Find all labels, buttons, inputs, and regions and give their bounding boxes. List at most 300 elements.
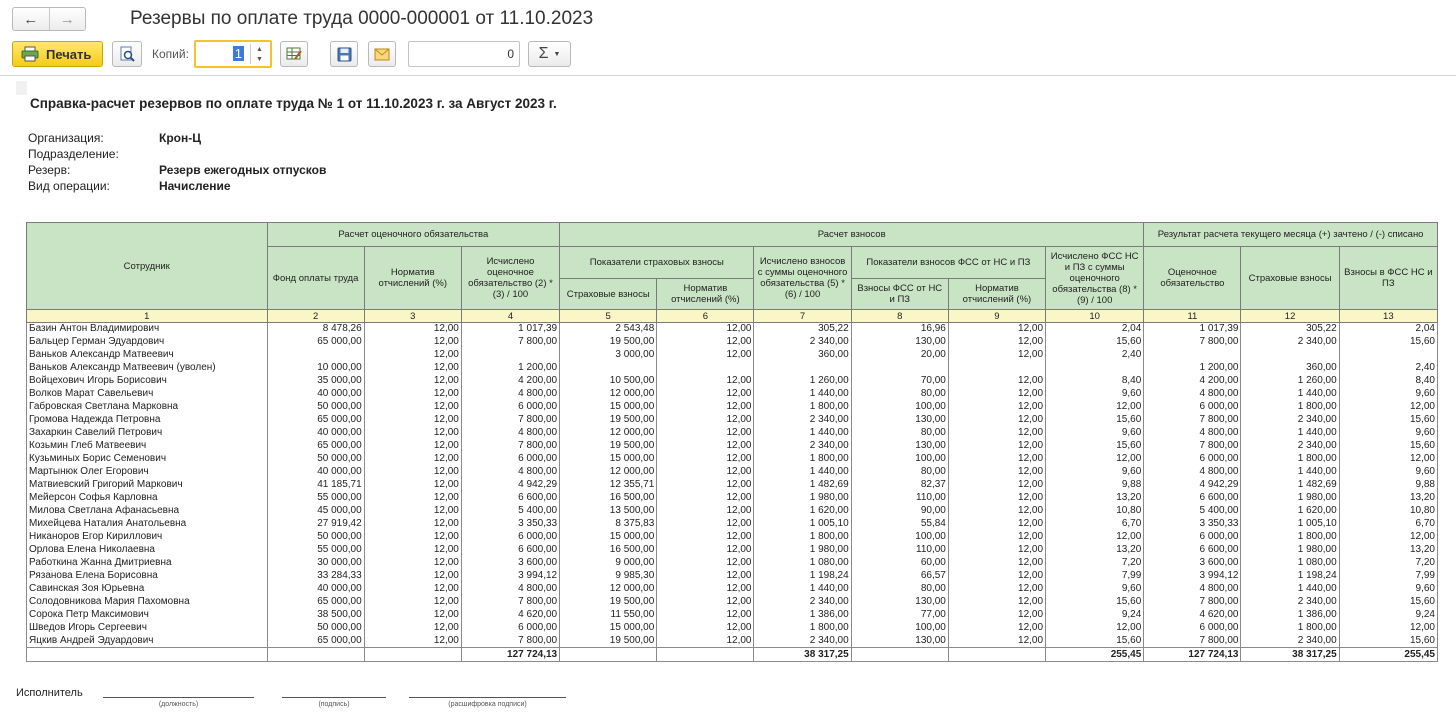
value-cell: 65 000,00	[267, 596, 364, 609]
value-cell: 1 980,00	[1241, 544, 1339, 557]
value-cell: 10 000,00	[267, 362, 364, 375]
value-cell: 110,00	[851, 492, 948, 505]
total-cell	[851, 648, 948, 662]
value-cell: 12,00	[948, 531, 1045, 544]
value-cell: 15,60	[1046, 336, 1144, 349]
value-cell: 50 000,00	[267, 401, 364, 414]
signature-caption-position: (должность)	[158, 701, 199, 708]
report-title: Справка-расчет резервов по оплате труда № 1 от 11.10.2023 г. за Август 2023 г.	[30, 96, 557, 111]
value-cell: 4 800,00	[1144, 427, 1241, 440]
column-number: 12	[1241, 310, 1339, 323]
header-group-contributions: Расчет взносов	[560, 223, 1144, 247]
value-cell: 7,20	[1339, 557, 1437, 570]
value-cell: 12,00	[364, 388, 461, 401]
value-cell: 9,88	[1046, 479, 1144, 492]
value-cell: 12,00	[948, 453, 1045, 466]
table-row	[27, 557, 1438, 570]
value-cell: 12 000,00	[560, 427, 657, 440]
value-cell: 12,00	[948, 609, 1045, 622]
header-norm: Норматив отчислений (%)	[364, 247, 461, 310]
chevron-up-icon[interactable]: ▲	[256, 45, 263, 53]
value-cell: 77,00	[851, 609, 948, 622]
table-row	[27, 570, 1438, 583]
value-cell: 4 800,00	[461, 583, 559, 596]
value-cell: 80,00	[851, 388, 948, 401]
column-number: 11	[1144, 310, 1241, 323]
table-row	[27, 414, 1438, 427]
header-result-obligation: Оценочное обязательство	[1144, 247, 1241, 310]
value-cell: 30 000,00	[267, 557, 364, 570]
employee-name-cell: Милова Светлана Афанасьевна	[27, 505, 268, 518]
value-cell: 3 600,00	[461, 557, 559, 570]
value-cell: 3 350,33	[461, 518, 559, 531]
value-cell: 55,84	[851, 518, 948, 531]
value-cell: 1 198,24	[1241, 570, 1339, 583]
value-cell: 12,00	[657, 492, 754, 505]
value-cell: 12,00	[657, 388, 754, 401]
value-cell: 1 800,00	[754, 622, 851, 635]
value-cell: 12,00	[364, 323, 461, 336]
value-cell: 100,00	[851, 531, 948, 544]
value-cell: 12,00	[948, 518, 1045, 531]
employee-name-cell: Базин Антон Владимирович	[27, 323, 268, 336]
cell-marker	[16, 81, 27, 95]
employee-name-cell: Козьмин Глеб Матвеевич	[27, 440, 268, 453]
value-cell: 10,80	[1046, 505, 1144, 518]
table-edit-icon	[286, 46, 302, 62]
value-cell: 12,00	[657, 505, 754, 518]
value-cell: 1 482,69	[1241, 479, 1339, 492]
header-obligation: Исчислено оценочное обязательство (2) * (3) / 100	[461, 247, 559, 310]
value-cell: 65 000,00	[267, 336, 364, 349]
value-cell: 15,60	[1046, 440, 1144, 453]
value-cell: 4 800,00	[461, 466, 559, 479]
value-cell: 7 800,00	[1144, 596, 1241, 609]
value-cell: 6,70	[1339, 518, 1437, 531]
header-subgroup-fss: Показатели взносов ФСС от НС и ПЗ	[851, 247, 1045, 279]
value-cell: 12,00	[1339, 401, 1437, 414]
value-cell: 3 600,00	[1144, 557, 1241, 570]
value-cell: 1 005,10	[1241, 518, 1339, 531]
forward-button[interactable]	[49, 8, 86, 30]
value-cell: 9,60	[1046, 388, 1144, 401]
table-row	[27, 349, 1438, 362]
value-cell: 8,40	[1046, 375, 1144, 388]
value-cell: 12,00	[657, 349, 754, 362]
value-cell: 70,00	[851, 375, 948, 388]
value-cell: 7 800,00	[461, 635, 559, 648]
value-cell	[948, 362, 1045, 375]
value-cell: 7,20	[1046, 557, 1144, 570]
table-row	[27, 427, 1438, 440]
employee-name-cell: Бальцер Герман Эдуардович	[27, 336, 268, 349]
info-value-reserve: Резерв ежегодных отпусков	[159, 163, 327, 177]
header-contrib-calc: Исчислено взносов с суммы оценочного обязательства (5) * (6) / 100	[754, 247, 851, 310]
value-cell: 2,40	[1046, 349, 1144, 362]
value-cell: 1 386,00	[1241, 609, 1339, 622]
value-cell: 50 000,00	[267, 622, 364, 635]
preview-button[interactable]	[112, 41, 142, 67]
value-cell: 12,00	[364, 375, 461, 388]
edit-table-button[interactable]	[280, 41, 308, 67]
value-cell: 15 000,00	[560, 622, 657, 635]
employee-name-cell: Габровская Светлана Марковна	[27, 401, 268, 414]
info-label-org: Организация:	[28, 131, 104, 145]
value-cell: 12,00	[364, 427, 461, 440]
value-cell: 16 500,00	[560, 492, 657, 505]
arrow-right-icon: →	[59, 10, 75, 28]
copies-stepper[interactable]	[250, 44, 268, 64]
table-row	[27, 505, 1438, 518]
printer-icon	[21, 46, 39, 62]
value-cell: 12,00	[364, 635, 461, 648]
value-cell: 2 340,00	[754, 414, 851, 427]
value-cell: 15,60	[1339, 596, 1437, 609]
value-cell: 15,60	[1339, 635, 1437, 648]
value-cell: 2 340,00	[754, 440, 851, 453]
value-cell: 12,00	[948, 505, 1045, 518]
value-cell: 90,00	[851, 505, 948, 518]
window-titlebar	[0, 0, 1456, 38]
value-cell: 65 000,00	[267, 440, 364, 453]
value-cell: 12,00	[657, 570, 754, 583]
employee-name-cell: Кузьминых Борис Семенович	[27, 453, 268, 466]
value-cell: 6 000,00	[461, 401, 559, 414]
value-cell: 12,00	[657, 479, 754, 492]
value-cell: 12,00	[657, 401, 754, 414]
employee-name-cell: Савинская Зоя Юрьевна	[27, 583, 268, 596]
copies-value: 1	[234, 46, 242, 61]
back-button[interactable]	[13, 8, 49, 30]
value-cell: 12,00	[948, 336, 1045, 349]
table-row	[27, 635, 1438, 648]
employee-name-cell: Сорока Петр Максимович	[27, 609, 268, 622]
value-cell: 15,60	[1046, 596, 1144, 609]
value-cell: 3 994,12	[461, 570, 559, 583]
value-cell: 12,00	[364, 440, 461, 453]
value-cell: 20,00	[851, 349, 948, 362]
value-cell	[1144, 349, 1241, 362]
value-cell: 15,60	[1339, 440, 1437, 453]
value-cell: 12,00	[948, 427, 1045, 440]
value-cell: 11 550,00	[560, 609, 657, 622]
value-cell: 9,60	[1339, 388, 1437, 401]
value-cell: 1 440,00	[1241, 388, 1339, 401]
column-number: 5	[560, 310, 657, 323]
value-cell: 80,00	[851, 583, 948, 596]
value-cell: 2,40	[1339, 362, 1437, 375]
value-cell: 12,00	[364, 570, 461, 583]
value-cell: 12,00	[948, 349, 1045, 362]
employee-name-cell: Громова Надежда Петровна	[27, 414, 268, 427]
employee-name-cell: Яцкив Андрей Эдуардович	[27, 635, 268, 648]
value-cell: 1 980,00	[754, 544, 851, 557]
total-cell: 127 724,13	[1144, 648, 1241, 662]
value-cell: 12,00	[948, 622, 1045, 635]
value-cell: 1 080,00	[1241, 557, 1339, 570]
value-cell: 7,99	[1339, 570, 1437, 583]
employee-name-cell: Никаноров Егор Кириллович	[27, 531, 268, 544]
column-number: 9	[948, 310, 1045, 323]
value-cell: 12,00	[657, 622, 754, 635]
table-row	[27, 336, 1438, 349]
sum-menu-button[interactable]	[528, 41, 571, 67]
value-cell: 12,00	[657, 453, 754, 466]
value-cell: 1 017,39	[461, 323, 559, 336]
value-cell: 12,00	[1339, 453, 1437, 466]
column-number: 1	[27, 310, 268, 323]
copies-label: Копий:	[152, 47, 189, 61]
value-cell: 12,00	[657, 336, 754, 349]
table-row	[27, 544, 1438, 557]
value-cell: 1 440,00	[1241, 427, 1339, 440]
value-cell: 12,00	[657, 635, 754, 648]
header-employee: Сотрудник	[27, 223, 268, 310]
value-cell: 9,60	[1046, 466, 1144, 479]
value-cell: 16 500,00	[560, 544, 657, 557]
value-cell: 12,00	[657, 544, 754, 557]
value-cell: 2 340,00	[1241, 635, 1339, 648]
value-cell: 360,00	[754, 349, 851, 362]
value-cell: 12,00	[364, 557, 461, 570]
value-cell: 3 350,33	[1144, 518, 1241, 531]
value-cell: 50 000,00	[267, 531, 364, 544]
value-cell: 12,00	[364, 544, 461, 557]
value-cell	[267, 349, 364, 362]
column-number-row	[27, 310, 1438, 323]
value-cell: 9,88	[1339, 479, 1437, 492]
value-cell: 1 005,10	[754, 518, 851, 531]
value-cell: 2 340,00	[1241, 336, 1339, 349]
value-cell: 7 800,00	[1144, 635, 1241, 648]
total-cell: 38 317,25	[754, 648, 851, 662]
value-cell: 15,60	[1046, 414, 1144, 427]
table-row	[27, 531, 1438, 544]
value-cell: 12,00	[364, 622, 461, 635]
table-row	[27, 453, 1438, 466]
value-cell: 9,60	[1339, 427, 1437, 440]
value-cell: 8,40	[1339, 375, 1437, 388]
value-cell: 4 200,00	[461, 375, 559, 388]
value-cell: 1 260,00	[1241, 375, 1339, 388]
value-cell: 15 000,00	[560, 453, 657, 466]
value-cell: 7 800,00	[461, 440, 559, 453]
value-cell: 1 620,00	[754, 505, 851, 518]
value-cell	[851, 362, 948, 375]
value-cell: 2 340,00	[754, 635, 851, 648]
value-cell: 13,20	[1046, 544, 1144, 557]
value-cell: 12,00	[657, 531, 754, 544]
value-cell: 16,96	[851, 323, 948, 336]
value-cell: 13,20	[1046, 492, 1144, 505]
table-row	[27, 492, 1438, 505]
value-cell: 19 500,00	[560, 336, 657, 349]
value-cell: 13 500,00	[560, 505, 657, 518]
value-cell: 6 000,00	[1144, 453, 1241, 466]
total-cell	[267, 648, 364, 662]
window-title: Резервы по оплате труда 0000-000001 от 11.10.2023	[130, 8, 594, 29]
value-cell: 12,00	[364, 362, 461, 375]
value-cell: 8 478,26	[267, 323, 364, 336]
value-cell: 4 800,00	[461, 388, 559, 401]
value-cell: 130,00	[851, 635, 948, 648]
value-cell: 6 600,00	[1144, 492, 1241, 505]
value-cell: 9,60	[1046, 427, 1144, 440]
chevron-down-icon[interactable]: ▼	[256, 55, 263, 63]
value-cell: 100,00	[851, 401, 948, 414]
column-number: 13	[1339, 310, 1437, 323]
signature-line-sign	[282, 697, 386, 698]
header-fund: Фонд оплаты труда	[267, 247, 364, 310]
value-cell: 6 000,00	[1144, 401, 1241, 414]
value-cell: 1 800,00	[1241, 401, 1339, 414]
value-cell: 7 800,00	[461, 596, 559, 609]
copies-input[interactable]	[194, 40, 272, 68]
value-cell: 55 000,00	[267, 544, 364, 557]
signature-line-position	[103, 697, 254, 698]
header-result-fss: Взносы в ФСС НС и ПЗ	[1339, 247, 1437, 310]
value-cell: 12,00	[948, 583, 1045, 596]
value-cell: 9,24	[1046, 609, 1144, 622]
value-cell: 19 500,00	[560, 414, 657, 427]
employee-name-cell: Михейцева Наталия Анатольевна	[27, 518, 268, 531]
value-cell: 2,04	[1046, 323, 1144, 336]
value-cell: 1 980,00	[1241, 492, 1339, 505]
table-row	[27, 388, 1438, 401]
print-button[interactable]	[12, 41, 103, 67]
value-cell: 12,00	[364, 349, 461, 362]
value-cell: 6 000,00	[461, 531, 559, 544]
spreadsheet-document[interactable]	[0, 75, 1456, 720]
value-cell: 7 800,00	[1144, 414, 1241, 427]
value-cell: 15,60	[1046, 635, 1144, 648]
header-subgroup-insurance: Показатели страховых взносы	[560, 247, 754, 279]
info-label-operation: Вид операции:	[28, 179, 110, 193]
value-cell: 13,20	[1339, 492, 1437, 505]
value-cell: 2 340,00	[1241, 596, 1339, 609]
header-fss-calc: Исчислено ФСС НС и ПЗ с суммы оценочного обязательства (8) * (9) / 100	[1046, 247, 1144, 310]
employee-name-cell: Солодовникова Мария Пахомовна	[27, 596, 268, 609]
value-cell: 6 600,00	[461, 492, 559, 505]
value-cell: 4 620,00	[461, 609, 559, 622]
value-cell: 2,04	[1339, 323, 1437, 336]
table-body	[27, 323, 1438, 662]
info-label-division: Подразделение:	[28, 147, 119, 161]
value-cell: 12 000,00	[560, 466, 657, 479]
value-cell: 4 800,00	[1144, 583, 1241, 596]
value-cell	[461, 349, 559, 362]
value-cell: 4 620,00	[1144, 609, 1241, 622]
value-cell: 65 000,00	[267, 414, 364, 427]
value-cell: 12,00	[948, 492, 1045, 505]
value-cell: 4 942,29	[461, 479, 559, 492]
preview-icon	[119, 46, 135, 62]
column-number: 6	[657, 310, 754, 323]
table-row	[27, 479, 1438, 492]
value-cell: 12,00	[948, 544, 1045, 557]
value-cell: 130,00	[851, 414, 948, 427]
header-insurance: Страховые взносы	[560, 279, 657, 310]
value-cell: 80,00	[851, 466, 948, 479]
header-norm3: Норматив отчислений (%)	[948, 279, 1045, 310]
value-cell: 8 375,83	[560, 518, 657, 531]
value-cell: 12,00	[364, 492, 461, 505]
total-cell	[27, 648, 268, 662]
value-cell: 38 500,00	[267, 609, 364, 622]
value-cell: 60,00	[851, 557, 948, 570]
info-value-operation: Начисление	[159, 179, 231, 193]
value-cell: 12,00	[657, 323, 754, 336]
value-cell: 12,00	[657, 375, 754, 388]
save-button[interactable]	[330, 41, 358, 67]
header-norm2: Норматив отчислений (%)	[657, 279, 754, 310]
value-cell: 13,20	[1339, 544, 1437, 557]
sum-field: 0	[408, 41, 520, 67]
header-fss: Взносы ФСС от НС и ПЗ	[851, 279, 948, 310]
employee-name-cell: Матвиевский Григорий Маркович	[27, 479, 268, 492]
sigma-icon: Σ	[538, 45, 549, 62]
value-cell: 82,37	[851, 479, 948, 492]
envelope-icon	[374, 48, 390, 61]
total-cell: 255,45	[1339, 648, 1437, 662]
value-cell: 12,00	[364, 414, 461, 427]
value-cell: 41 185,71	[267, 479, 364, 492]
value-cell: 65 000,00	[267, 635, 364, 648]
value-cell: 12,00	[364, 596, 461, 609]
value-cell: 6 600,00	[1144, 544, 1241, 557]
value-cell: 1 017,39	[1144, 323, 1241, 336]
value-cell: 2 340,00	[1241, 414, 1339, 427]
value-cell: 1 080,00	[754, 557, 851, 570]
value-cell: 12,00	[657, 518, 754, 531]
value-cell: 12,00	[364, 518, 461, 531]
value-cell: 6 000,00	[461, 453, 559, 466]
value-cell: 9,24	[1339, 609, 1437, 622]
total-cell	[560, 648, 657, 662]
value-cell: 10 500,00	[560, 375, 657, 388]
value-cell	[657, 362, 754, 375]
value-cell: 4 800,00	[1144, 388, 1241, 401]
table-row	[27, 609, 1438, 622]
employee-name-cell: Волков Марат Савельевич	[27, 388, 268, 401]
value-cell: 12,00	[1046, 622, 1144, 635]
value-cell: 9 000,00	[560, 557, 657, 570]
value-cell: 12,00	[1046, 401, 1144, 414]
value-cell: 12,00	[1046, 531, 1144, 544]
value-cell: 1 620,00	[1241, 505, 1339, 518]
value-cell: 12,00	[948, 375, 1045, 388]
value-cell: 12 355,71	[560, 479, 657, 492]
value-cell: 7 800,00	[461, 414, 559, 427]
send-email-button[interactable]	[368, 41, 396, 67]
table-row	[27, 440, 1438, 453]
value-cell: 3 000,00	[560, 349, 657, 362]
reserves-table	[26, 222, 1438, 662]
signature-line-name	[409, 697, 566, 698]
employee-name-cell: Войцехович Игорь Борисович	[27, 375, 268, 388]
signature-caption-name: (расшифровка подписи)	[448, 701, 527, 708]
employee-name-cell: Рязанова Елена Борисовна	[27, 570, 268, 583]
table-row	[27, 622, 1438, 635]
value-cell: 12,00	[948, 401, 1045, 414]
toolbar	[0, 38, 1456, 74]
value-cell: 3 994,12	[1144, 570, 1241, 583]
value-cell: 15 000,00	[560, 401, 657, 414]
employee-name-cell: Мейерсон Софья Карловна	[27, 492, 268, 505]
value-cell: 80,00	[851, 427, 948, 440]
value-cell: 12,00	[948, 414, 1045, 427]
value-cell: 12,00	[364, 401, 461, 414]
